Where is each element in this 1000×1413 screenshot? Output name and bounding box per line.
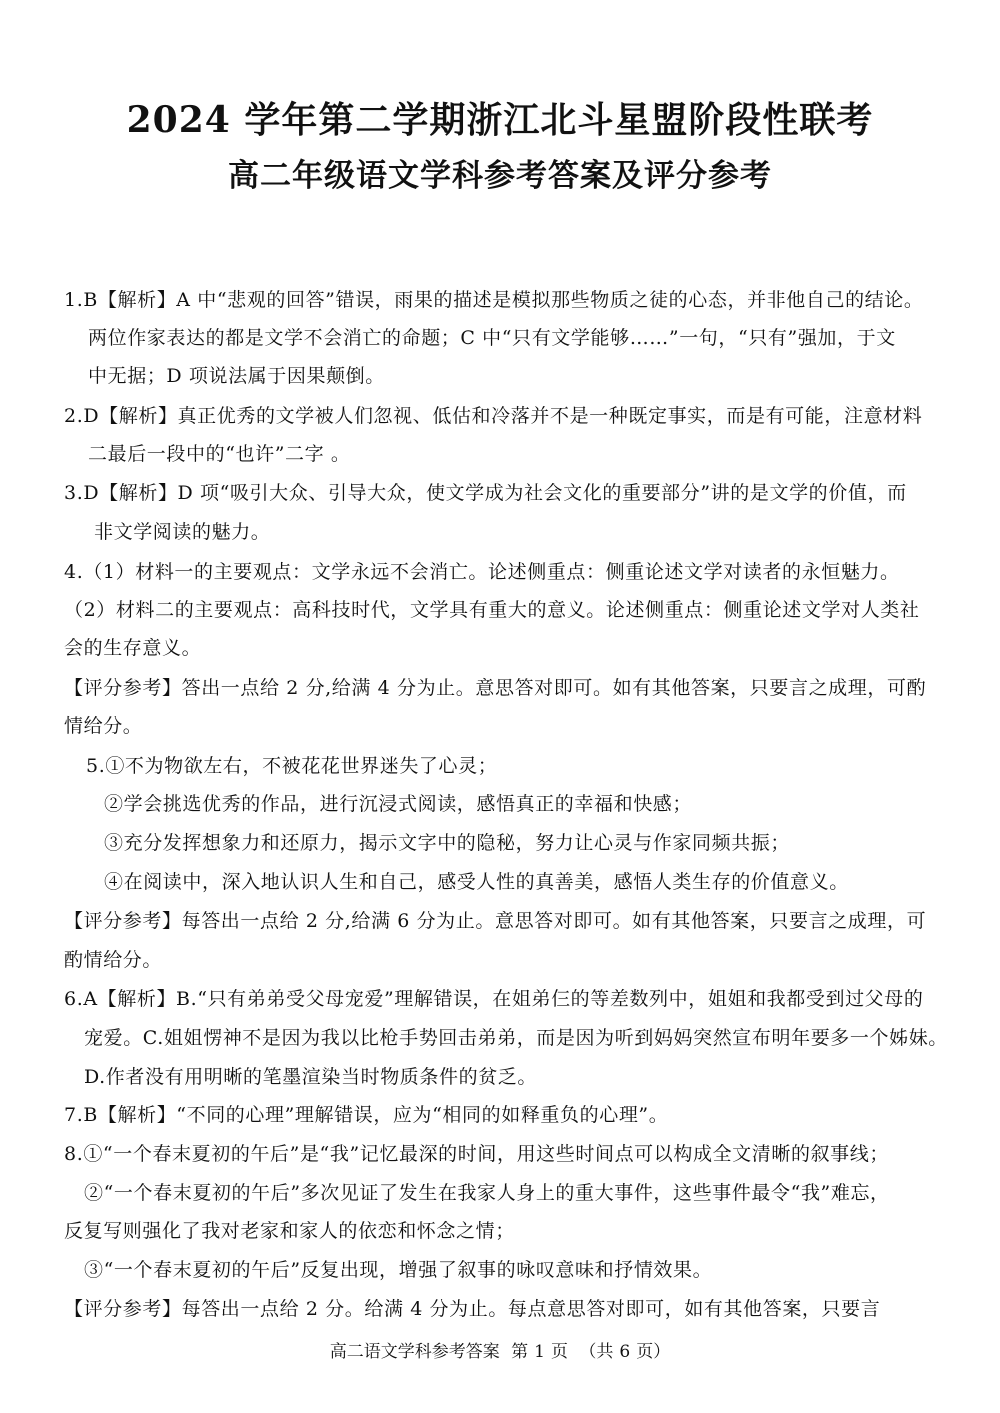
answer-line-q6-3: D.作者没有用明晰的笔墨渲染当时物质条件的贫乏。 [84,1066,537,1088]
answer-line-q8-1: 8.①“一个春末夏初的午后”是“我”记忆最深的时间，用这些时间点可以构成全文清晰的叙事线； [64,1143,889,1165]
footer-total-suffix: 页） [636,1342,671,1362]
footer-total-prefix: （共 [579,1342,614,1362]
answer-line-q1-2: 两位作家表达的都是文学不会消亡的命题；C 中“只有文学能够……”一句，“只有”强加，于文 [88,327,896,349]
answer-line-q5-1: 5.①不为物欲左右，不被花花世界迷失了心灵； [86,755,498,777]
answer-line-q1-3: 中无据；D 项说法属于因果颠倒。 [88,365,385,387]
footer-page-prefix: 第 [511,1342,529,1362]
answer-line-q4-2: （2）材料二的主要观点：高科技时代，文学具有重大的意义。论述侧重点：侧重论述文学对人类社 [64,599,920,621]
answer-line-q2-2: 二最后一段中的“也许”二字 。 [88,443,351,465]
answer-line-q6-2: 宠爱。C.姐姐愣神不是因为我以比枪手势回击弟弟，而是因为听到妈妈突然宣布明年要多一个姊妹。 [84,1027,948,1049]
scoring-note-q5-2: 酌情给分。 [64,949,163,971]
answer-line-q5-4: ④在阅读中，深入地认识人生和自己，感受人性的真善美，感悟人类生存的价值意义。 [104,871,849,893]
page-footer [0,1337,1000,1362]
answer-line-q3-1: 3.D【解析】D 项“吸引大众、引导大众，使文学成为社会文化的重要部分”讲的是文学的价值，而 [64,482,907,504]
answer-line-q5-2: ②学会挑选优秀的作品，进行沉浸式阅读，感悟真正的幸福和快感； [104,793,693,815]
page-title: 2024 学年第二学期浙江北斗星盟阶段性联考 [126,99,874,141]
answer-line-q1-1: 1.B【解析】A 中“悲观的回答”错误，雨果的描述是模拟那些物质之徒的心态，并非他自己的结论。 [64,289,924,311]
answer-line-q6-1: 6.A【解析】B.“只有弟弟受父母宠爱”理解错误，在姐弟仨的等差数列中，姐姐和我都受到过父母的 [64,988,924,1010]
scoring-note-q5-1: 【评分参考】每答出一点给 2 分,给满 6 分为止。意思答对即可。如有其他答案，只要言之成理，可 [64,910,927,932]
scoring-note-q4-2: 情给分。 [64,715,143,737]
footer-total-pages: 6 [619,1342,631,1362]
answer-line-q2-1: 2.D【解析】真正优秀的文学被人们忽视、低估和冷落并不是一种既定事实，而是有可能，注意材料 [64,405,923,427]
answer-line-q8-4: ③“一个春末夏初的午后”反复出现，增强了叙事的咏叹意味和抒情效果。 [84,1259,713,1281]
answer-line-q4-1: 4.（1）材料一的主要观点：文学永远不会消亡。论述侧重点：侧重论述文学对读者的永恒魅力。 [64,561,900,583]
answer-line-q7-1: 7.B【解析】“不同的心理”理解错误，应为“相同的如释重负的心理”。 [64,1104,669,1126]
answer-line-q3-2: 非文学阅读的魅力。 [94,521,271,543]
answer-line-q8-2: ②“一个春末夏初的午后”多次见证了发生在我家人身上的重大事件，这些事件最令“我”难忘， [84,1182,890,1204]
page-subtitle: 高二年级语文学科参考答案及评分参考 [228,158,772,194]
answer-line-q8-3: 反复写则强化了我对老家和家人的依恋和怀念之情； [64,1220,515,1242]
scoring-note-q4-1: 【评分参考】答出一点给 2 分,给满 4 分为止。意思答对即可。如有其他答案，只要言之成理，可酌 [64,677,927,699]
answer-line-q5-3: ③充分发挥想象力和还原力，揭示文字中的隐秘，努力让心灵与作家同频共振； [104,832,791,854]
footer-page-number: 1 [534,1342,545,1362]
answer-line-q4-3: 会的生存意义。 [64,637,202,659]
footer-subject: 高二语文学科参考答案 [329,1342,500,1362]
footer-page-suffix: 页 [551,1342,568,1362]
scoring-note-q8-1: 【评分参考】每答出一点给 2 分。给满 4 分为止。每点意思答对即可，如有其他答案，只要言 [64,1298,881,1320]
